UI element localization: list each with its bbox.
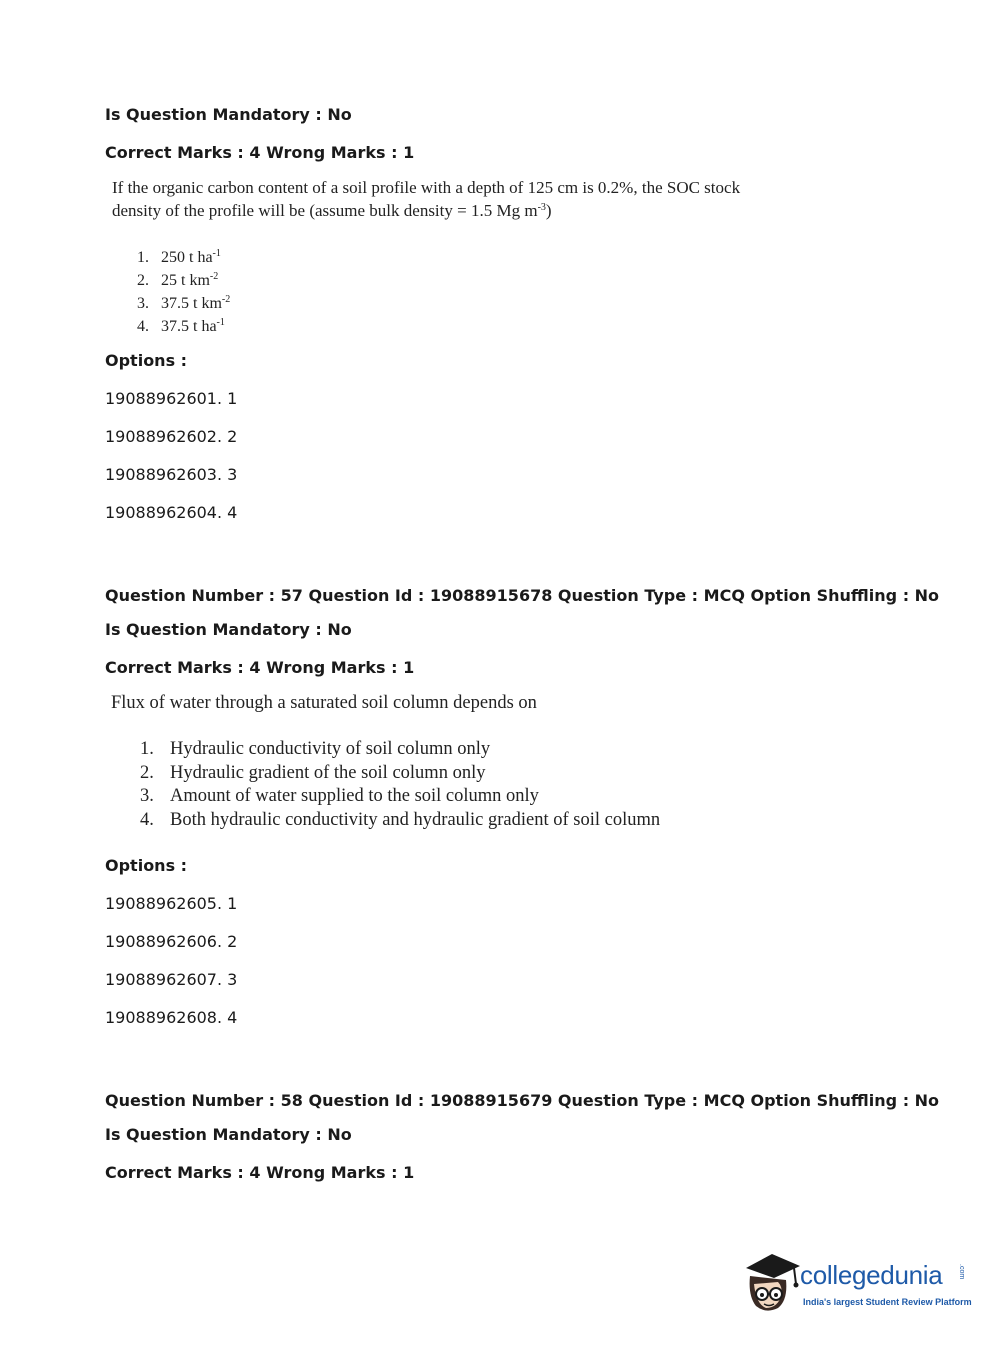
q56-choice: 2. 25 t $km^{-2}$	[137, 271, 219, 289]
q56-choice: 3. 37.5 t $km^{-2}$	[137, 294, 231, 312]
q57-marks: Correct Marks : 4 Wrong Marks : 1	[105, 658, 415, 677]
logo-brand-suffix: .com	[958, 1264, 965, 1280]
q56-option-id: 19088962601. 1	[105, 389, 238, 408]
q56-choice: 4. 37.5 t $ha^{-1}$	[137, 317, 225, 335]
q56-options-label: Options :	[105, 351, 188, 370]
q56-choices	[137, 246, 230, 338]
q57-choice: 4. Both hydraulic conductivity and hydraulic gradient of soil column	[140, 809, 661, 830]
q57-choice: 3. Amount of water supplied to the soil column only	[140, 786, 539, 806]
q57-option-id: 19088962607. 3	[105, 970, 238, 989]
q57-options-label: Options :	[105, 856, 188, 875]
q57-choice: 1. Hydraulic conductivity of soil column only	[140, 739, 491, 759]
q56-option-id: 19088962604. 4	[105, 503, 238, 522]
q56-stem	[112, 176, 740, 222]
q57-option-id: 19088962608. 4	[105, 1008, 238, 1027]
q58-marks: Correct Marks : 4 Wrong Marks : 1	[105, 1163, 415, 1182]
q56-stem-line2: density of the profile will be (assume bulk density = 1.5 Mg $m^{-3}$)	[112, 201, 552, 220]
q56-stem-line1: If the organic carbon content of a soil profile with a depth of 125 cm is 0.2%, the SOC stock	[112, 178, 741, 197]
q57-option-id: 19088962605. 1	[105, 894, 238, 913]
q56-option-id: 19088962602. 2	[105, 427, 238, 446]
q57-mandatory: Is Question Mandatory : No	[105, 620, 352, 639]
q56-marks: Correct Marks : 4 Wrong Marks : 1	[105, 143, 415, 162]
q56-mandatory: Is Question Mandatory : No	[105, 105, 352, 124]
q57-stem: Flux of water through a saturated soil column depends on	[111, 693, 537, 713]
collegedunia-logo	[742, 1250, 972, 1320]
q58-header: Question Number : 58 Question Id : 19088915679 Question Type : MCQ Option Shuffling : No	[105, 1091, 940, 1110]
q57-choice: 2. Hydraulic gradient of the soil column only	[140, 762, 486, 783]
q56-option-id: 19088962603. 3	[105, 465, 238, 484]
mascot-icon	[742, 1250, 802, 1320]
q57-header: Question Number : 57 Question Id : 19088915678 Question Type : MCQ Option Shuffling : No	[105, 586, 940, 605]
logo-brand: collegedunia	[800, 1260, 943, 1290]
q56-choice: 1. 250 t $ha^{-1}$	[137, 248, 221, 266]
q58-mandatory: Is Question Mandatory : No	[105, 1125, 352, 1144]
logo-tagline: India's largest Student Review Platform	[803, 1297, 972, 1307]
q57-choices	[140, 738, 660, 832]
q57-option-id: 19088962606. 2	[105, 932, 238, 951]
